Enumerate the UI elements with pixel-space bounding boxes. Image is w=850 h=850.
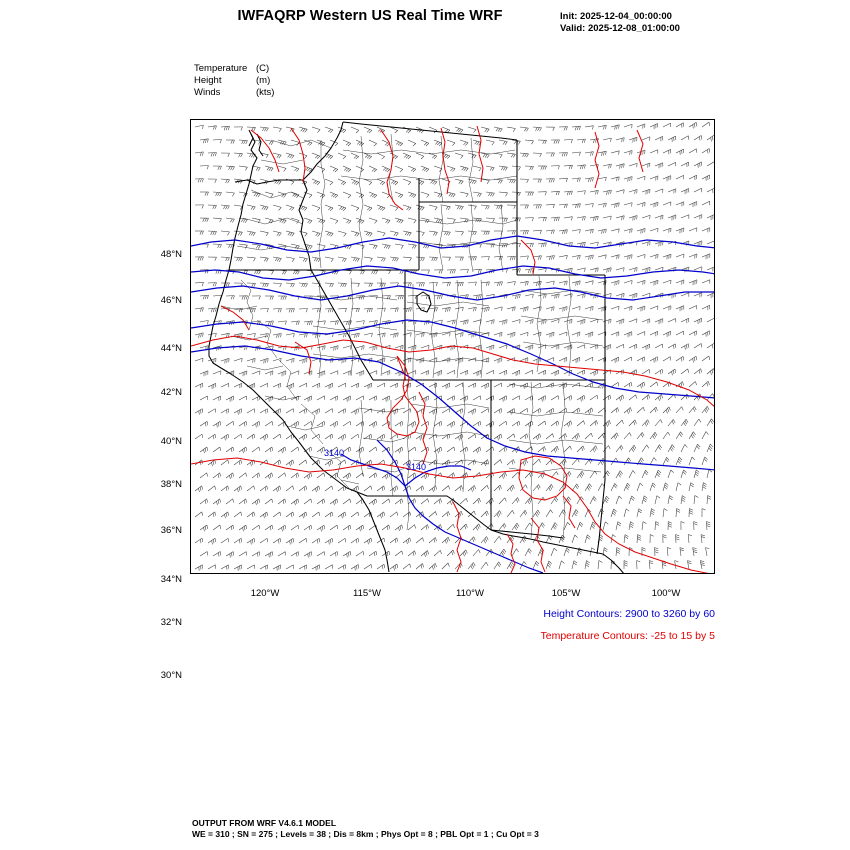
ytick-44N: 44°N — [160, 343, 182, 354]
footer-line-2: WE = 310 ; SN = 275 ; Levels = 38 ; Dis = 8km ; Phys Opt = 8 ; PBL Opt = 1 ; Cu Opt = 3 — [192, 828, 539, 839]
legend-winds-units: (kts) — [256, 87, 275, 99]
xtick-120W: 120°W — [250, 588, 280, 599]
legend-height-name: Height — [194, 75, 222, 87]
contour-label-3140-a: 3140 — [324, 448, 345, 458]
legend-temperature-units: (C) — [256, 63, 270, 74]
ytick-34N: 34°N — [160, 574, 182, 585]
height-contours — [191, 236, 715, 573]
contour-label-3140-b: 3140 — [406, 462, 427, 472]
legend-row-height — [194, 75, 274, 87]
map-plot-area — [190, 119, 715, 574]
ytick-38N: 38°N — [160, 479, 182, 490]
xtick-105W: 105°W — [551, 588, 581, 599]
page-title: IWFAQRP Western US Real Time WRF — [237, 8, 503, 24]
footer-line-1: OUTPUT FROM WRF V4.6.1 MODEL — [192, 818, 337, 828]
map-canvas — [191, 120, 715, 574]
ytick-40N: 40°N — [160, 436, 182, 447]
state-boundaries — [209, 122, 625, 574]
xtick-110W: 110°W — [456, 588, 484, 599]
variable-legend — [194, 63, 274, 100]
legend-temperature-name: Temperature — [194, 63, 248, 74]
model-output-footer — [192, 818, 539, 839]
ytick-32N: 32°N — [160, 617, 182, 628]
legend-winds-name: Winds — [194, 87, 221, 99]
ytick-30N: 30°N — [160, 670, 182, 681]
temperature-contour-caption: Temperature Contours: -25 to 15 by 5 — [540, 630, 715, 642]
height-contour-caption: Height Contours: 2900 to 3260 by 60 — [543, 608, 715, 620]
ytick-48N: 48°N — [160, 249, 182, 260]
valid-time: Valid: 2025-12-08_01:00:00 — [560, 23, 680, 34]
ytick-42N: 42°N — [160, 387, 182, 398]
legend-height-units: (m) — [256, 75, 271, 87]
init-time: Init: 2025-12-04_00:00:00 — [560, 11, 672, 22]
init-valid-block — [560, 11, 680, 35]
legend-row-temperature — [194, 63, 274, 75]
xtick-115W: 115°W — [353, 588, 381, 599]
ytick-46N: 46°N — [160, 295, 182, 306]
county-boundaries — [221, 134, 603, 540]
xtick-100W: 100°W — [651, 588, 681, 599]
ytick-36N: 36°N — [160, 525, 182, 536]
legend-row-winds — [194, 87, 274, 99]
